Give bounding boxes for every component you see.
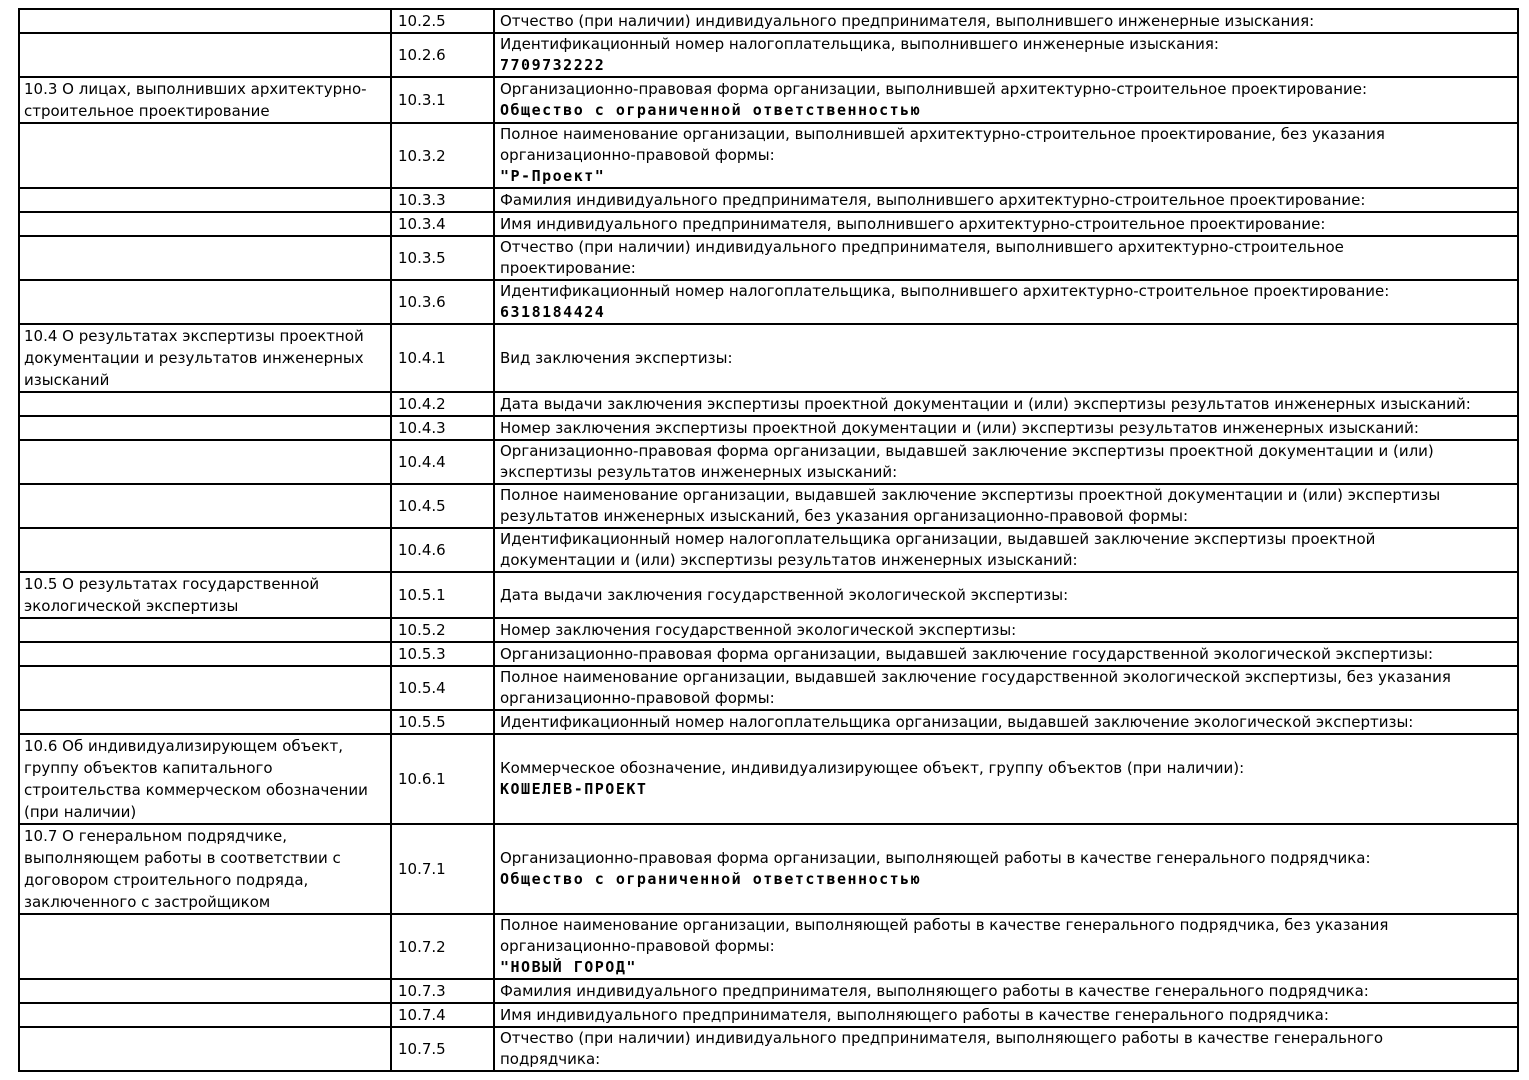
- table-row: [19, 642, 1518, 666]
- item-content-cell: [494, 710, 1518, 734]
- section-cell: [19, 824, 391, 914]
- table-row: [19, 734, 1518, 824]
- section-cell: [19, 236, 391, 280]
- item-number-cell: [391, 392, 494, 416]
- item-label: Отчество (при наличии) индивидуального предпринимателя, выполнившего инженерные изыскания:: [500, 11, 1315, 30]
- table-row: [19, 1027, 1518, 1071]
- item-value: 6318184424: [500, 303, 606, 321]
- item-label: Дата выдачи заключения государственной экологической экспертизы:: [500, 585, 1069, 604]
- item-label: Фамилия индивидуального предпринимателя, выполнившего архитектурно-строительное проектирование:: [500, 190, 1366, 209]
- item-number: 10.7.3: [398, 982, 446, 1000]
- item-content-cell: [494, 416, 1518, 440]
- item-content-cell: [494, 642, 1518, 666]
- table-row: [19, 33, 1518, 77]
- item-content-cell: [494, 734, 1518, 824]
- item-number-cell: [391, 33, 494, 77]
- item-number-cell: [391, 642, 494, 666]
- item-number-cell: [391, 734, 494, 824]
- section-label: 10.4 О результатах экспертизы проектной документации и результатов инженерных изысканий: [24, 327, 364, 389]
- section-cell: [19, 280, 391, 324]
- item-number-cell: [391, 618, 494, 642]
- section-cell: [19, 1027, 391, 1071]
- section-cell: [19, 618, 391, 642]
- item-label: Номер заключения государственной экологической экспертизы:: [500, 620, 1017, 639]
- table-row: [19, 618, 1518, 642]
- item-number-cell: [391, 914, 494, 979]
- item-label: Фамилия индивидуального предпринимателя, выполняющего работы в качестве генерального подрядчика:: [500, 981, 1369, 1000]
- section-cell: [19, 416, 391, 440]
- item-number: 10.5.3: [398, 645, 446, 663]
- item-label: Полное наименование организации, выдавшей заключение государственной экологической экспертизы, без указания организационно-правовой формы:: [500, 668, 1451, 707]
- item-label: Идентификационный номер налогоплательщика, выполнившего инженерные изыскания:: [500, 35, 1219, 53]
- item-number: 10.4.6: [398, 541, 446, 559]
- item-label: Полное наименование организации, выполнившей архитектурно-строительное проектирование, без указания организационно-правовой формы:: [500, 125, 1385, 164]
- item-number-cell: [391, 710, 494, 734]
- item-content-cell: [494, 123, 1518, 188]
- item-content-cell: [494, 33, 1518, 77]
- section-cell: [19, 734, 391, 824]
- item-label: Организационно-правовая форма организации, выдавшей заключение экспертизы проектной документации и (или) экспертизы результатов инженерных изысканий:: [500, 442, 1434, 481]
- item-label: Отчество (при наличии) индивидуального предпринимателя, выполняющего работы в качестве генерального подрядчика:: [500, 1029, 1384, 1068]
- table-row: [19, 824, 1518, 914]
- section-cell: [19, 528, 391, 572]
- item-content-cell: [494, 9, 1518, 33]
- item-number: 10.3.3: [398, 191, 446, 209]
- item-value: Общество с ограниченной ответственностью: [500, 101, 922, 119]
- item-label: Имя индивидуального предпринимателя, выполнившего архитектурно-строительное проектирование:: [500, 214, 1326, 233]
- section-cell: [19, 188, 391, 212]
- table-row: [19, 710, 1518, 734]
- section-cell: [19, 666, 391, 710]
- table-row: [19, 392, 1518, 416]
- item-number: 10.7.2: [398, 937, 446, 956]
- item-content-cell: [494, 324, 1518, 392]
- section-cell: [19, 9, 391, 33]
- table-row: [19, 77, 1518, 123]
- table-row: [19, 572, 1518, 618]
- item-number-cell: [391, 440, 494, 484]
- item-number-cell: [391, 280, 494, 324]
- item-number: 10.7.5: [398, 1040, 446, 1058]
- item-content-cell: [494, 1027, 1518, 1071]
- item-number: 10.3.6: [398, 293, 446, 311]
- item-number-cell: [391, 484, 494, 528]
- item-number-cell: [391, 528, 494, 572]
- item-number: 10.7.1: [398, 860, 446, 878]
- item-number: 10.7.4: [398, 1006, 446, 1024]
- table-row: [19, 484, 1518, 528]
- item-content-cell: [494, 528, 1518, 572]
- item-content-cell: [494, 212, 1518, 236]
- item-label: Идентификационный номер налогоплательщика, выполнившего архитектурно-строительное проектирование:: [500, 282, 1390, 300]
- declaration-table-body: [19, 9, 1518, 1071]
- section-cell: [19, 33, 391, 77]
- table-row: [19, 416, 1518, 440]
- item-value: "НОВЫЙ ГОРОД": [500, 958, 637, 976]
- item-label: Идентификационный номер налогоплательщика организации, выдавшей заключение экологической экспертизы:: [500, 712, 1414, 731]
- item-content-cell: [494, 666, 1518, 710]
- table-row: [19, 9, 1518, 33]
- item-value: 7709732222: [500, 56, 606, 74]
- item-number: 10.4.5: [398, 497, 446, 515]
- item-label: Отчество (при наличии) индивидуального предпринимателя, выполнившего архитектурно-строительное проектирование:: [500, 238, 1344, 277]
- item-value: Общество с ограниченной ответственностью: [500, 870, 922, 888]
- item-label: Организационно-правовая форма организации, выполняющей работы в качестве генерального подрядчика:: [500, 849, 1371, 867]
- item-number-cell: [391, 666, 494, 710]
- item-number: 10.3.5: [398, 249, 446, 267]
- item-number: 10.5.1: [398, 586, 446, 604]
- item-label: Полное наименование организации, выдавшей заключение экспертизы проектной документации и (или) экспертизы результатов инженерных изысканий, без указания организационно-правовой формы:: [500, 486, 1441, 525]
- table-row: [19, 236, 1518, 280]
- section-cell: [19, 484, 391, 528]
- item-number-cell: [391, 824, 494, 914]
- item-number: 10.2.6: [398, 46, 446, 64]
- item-number-cell: [391, 9, 494, 33]
- item-label: Организационно-правовая форма организации, выполнившей архитектурно-строительное проектирование:: [500, 80, 1368, 98]
- item-number: 10.4.4: [398, 453, 446, 471]
- item-number: 10.3.2: [398, 146, 446, 165]
- item-number: 10.3.1: [398, 91, 446, 109]
- item-content-cell: [494, 280, 1518, 324]
- item-label: Вид заключения экспертизы:: [500, 348, 733, 367]
- table-row: [19, 280, 1518, 324]
- section-cell: [19, 440, 391, 484]
- section-cell: [19, 324, 391, 392]
- table-row: [19, 666, 1518, 710]
- item-label: Организационно-правовая форма организации, выдавшей заключение государственной экологической экспертизы:: [500, 644, 1434, 663]
- item-content-cell: [494, 236, 1518, 280]
- item-number: 10.2.5: [398, 12, 446, 30]
- item-content-cell: [494, 824, 1518, 914]
- item-value: "Р-Проект": [500, 167, 606, 185]
- item-content-cell: [494, 572, 1518, 618]
- item-number: 10.4.2: [398, 395, 446, 413]
- item-label: Коммерческое обозначение, индивидуализирующее объект, группу объектов (при наличии):: [500, 759, 1245, 777]
- item-number: 10.5.5: [398, 713, 446, 731]
- section-cell: [19, 914, 391, 979]
- section-cell: [19, 710, 391, 734]
- item-content-cell: [494, 618, 1518, 642]
- item-number-cell: [391, 212, 494, 236]
- item-number: 10.5.2: [398, 621, 446, 639]
- item-number-cell: [391, 236, 494, 280]
- declaration-table: [18, 8, 1519, 1072]
- item-number-cell: [391, 77, 494, 123]
- item-label: Номер заключения экспертизы проектной документации и (или) экспертизы результатов инженерных изысканий:: [500, 418, 1419, 437]
- item-number: 10.4.3: [398, 419, 446, 437]
- item-number: 10.5.4: [398, 679, 446, 697]
- section-label: 10.3 О лицах, выполнивших архитектурно-строительное проектирование: [24, 80, 367, 120]
- section-cell: [19, 123, 391, 188]
- table-row: [19, 528, 1518, 572]
- table-row: [19, 188, 1518, 212]
- table-row: [19, 914, 1518, 979]
- section-cell: [19, 77, 391, 123]
- table-row: [19, 440, 1518, 484]
- section-cell: [19, 642, 391, 666]
- item-content-cell: [494, 1003, 1518, 1027]
- item-content-cell: [494, 188, 1518, 212]
- section-cell: [19, 392, 391, 416]
- item-number-cell: [391, 324, 494, 392]
- item-content-cell: [494, 77, 1518, 123]
- table-row: [19, 123, 1518, 188]
- item-number-cell: [391, 1003, 494, 1027]
- table-row: [19, 212, 1518, 236]
- item-label: Идентификационный номер налогоплательщика организации, выдавшей заключение экспертизы проектной документации и (или) экспертизы результатов инженерных изысканий:: [500, 530, 1376, 569]
- section-label: 10.5 О результатах государственной экологической экспертизы: [24, 575, 320, 615]
- item-value: КОШЕЛЕВ-ПРОЕКТ: [500, 780, 648, 798]
- item-content-cell: [494, 440, 1518, 484]
- section-cell: [19, 1003, 391, 1027]
- item-label: Имя индивидуального предпринимателя, выполняющего работы в качестве генерального подрядчика:: [500, 1005, 1329, 1024]
- item-content-cell: [494, 392, 1518, 416]
- item-content-cell: [494, 979, 1518, 1003]
- item-label: Дата выдачи заключения экспертизы проектной документации и (или) экспертизы результатов инженерных изысканий:: [500, 394, 1471, 413]
- item-label: Полное наименование организации, выполняющей работы в качестве генерального подрядчика, без указания организационно-правовой формы:: [500, 916, 1389, 955]
- item-content-cell: [494, 914, 1518, 979]
- item-number-cell: [391, 123, 494, 188]
- item-number-cell: [391, 1027, 494, 1071]
- item-number: 10.4.1: [398, 349, 446, 367]
- section-cell: [19, 212, 391, 236]
- section-label: 10.6 Об индивидуализирующем объект, группу объектов капитального строительства коммерческом обозначении (при наличии): [24, 737, 368, 821]
- item-number-cell: [391, 572, 494, 618]
- item-number-cell: [391, 979, 494, 1003]
- section-cell: [19, 572, 391, 618]
- section-cell: [19, 979, 391, 1003]
- item-content-cell: [494, 484, 1518, 528]
- table-row: [19, 979, 1518, 1003]
- item-number-cell: [391, 416, 494, 440]
- table-row: [19, 1003, 1518, 1027]
- table-row: [19, 324, 1518, 392]
- section-label: 10.7 О генеральном подрядчике, выполняющем работы в соответствии с договором строительного подряда, заключенного с застройщиком: [24, 827, 341, 911]
- item-number-cell: [391, 188, 494, 212]
- item-number: 10.6.1: [398, 770, 446, 788]
- item-number: 10.3.4: [398, 215, 446, 233]
